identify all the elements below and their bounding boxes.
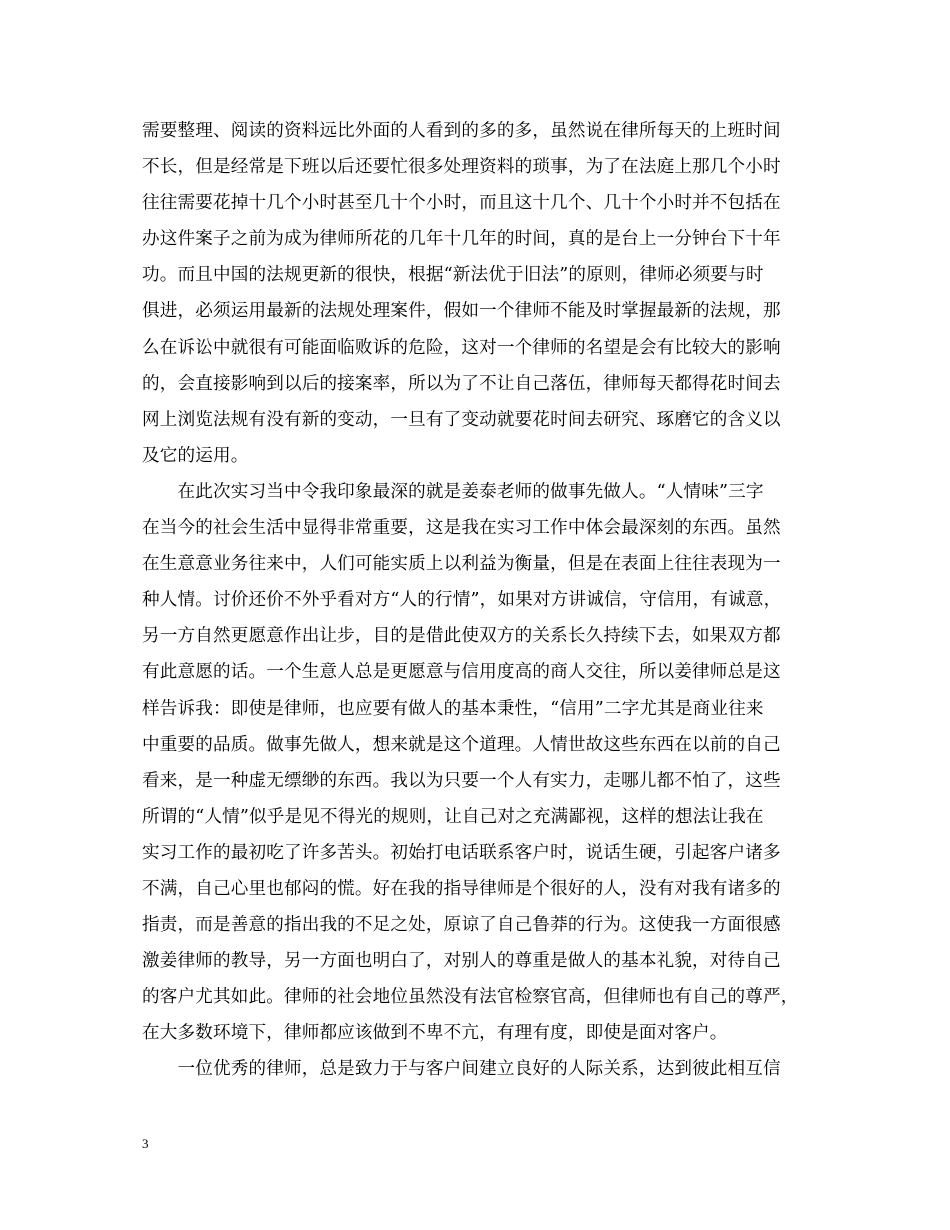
text-line: 实习工作的最初吃了许多苦头。初始打电话联系客户时，说话生硬，引起客户诸多: [142, 842, 781, 863]
text-line: 么在诉讼中就很有可能面临败诉的危险，这对一个律师的名望是会有比较大的影响: [142, 337, 781, 358]
text-line: 所谓的“人情”似乎是见不得光的规则，让自己对之充满鄙视，这样的想法让我在: [142, 806, 764, 827]
text-line: 及它的运用。: [142, 445, 249, 466]
text-line: 中重要的品质。做事先做人，想来就是这个道理。人情世故这些东西在以前的自己: [142, 734, 781, 755]
text-line: 在大多数环境下，律师都应该做到不卑不亢，有理有度，即使是面对客户。: [142, 1023, 728, 1044]
page-number: 3: [142, 1136, 149, 1151]
text-line: 样告诉我：即使是律师，也应要有做人的基本秉性，“信用”二字尤其是商业往来: [142, 698, 764, 719]
body-text: [142, 113, 832, 1088]
text-line: 的，会直接影响到以后的接案率，所以为了不让自己落伍，律师每天都得花时间去: [142, 373, 781, 394]
text-line: 需要整理、阅读的资料远比外面的人看到的多的多，虽然说在律所每天的上班时间: [142, 121, 781, 141]
text-line: 不长，但是经常是下班以后还要忙很多处理资料的琐事，为了在法庭上那几个小时: [142, 157, 781, 178]
text-line: 网上浏览法规有没有新的变动，一旦有了变动就要花时间去研究、琢磨它的含义以: [142, 409, 781, 430]
text-line: 一位优秀的律师，总是致力于与客户间建立良好的人际关系，达到彼此相互信: [142, 1059, 781, 1080]
text-line: 另一方自然更愿意作出让步，目的是借此使双方的关系长久持续下去，如果双方都: [142, 626, 781, 647]
text-line: 看来，是一种虚无缥缈的东西。我以为只要一个人有实力，走哪儿都不怕了，这些: [142, 770, 781, 791]
text-line: 功。而且中国的法规更新的很快，根据“新法优于旧法”的原则，律师必须要与时: [142, 265, 764, 286]
text-line: 在当今的社会生活中显得非常重要，这是我在实习工作中体会最深刻的东西。虽然: [142, 518, 781, 539]
text-line: 往往需要花掉十几个小时甚至几十个小时，而且这十几个、几十个小时并不包括在: [142, 193, 781, 214]
text-line: 在此次实习当中令我印象最深的就是姜泰老师的做事先做人。“人情味”三字: [142, 481, 764, 502]
text-line: 指责，而是善意的指出我的不足之处，原谅了自己鲁莽的行为。这使我一方面很感: [142, 915, 781, 936]
text-line: 的客户尤其如此。律师的社会地位虽然没有法官检察官高，但律师也有自己的尊严，: [142, 987, 799, 1008]
text-line: 激姜律师的教导，另一方面也明白了，对别人的尊重是做人的基本礼貌，对待自己: [142, 951, 781, 972]
text-line: 在生意意业务往来中，人们可能实质上以利益为衡量，但是在表面上往往表现为一: [142, 554, 781, 575]
text-line: 俱进，必须运用最新的法规处理案件，假如一个律师不能及时掌握最新的法规，那: [142, 301, 781, 322]
text-line: 办这件案子之前为成为律师所花的几年十几年的时间，真的是台上一分钟台下十年: [142, 229, 781, 250]
text-line: 种人情。讨价还价不外乎看对方“人的行情”，如果对方讲诚信，守信用，有诚意，: [142, 590, 782, 611]
text-line: 有此意愿的话。一个生意人总是更愿意与信用度高的商人交往，所以姜律师总是这: [142, 662, 781, 683]
text-line: 不满，自己心里也郁闷的慌。好在我的指导律师是个很好的人，没有对我有诸多的: [142, 878, 781, 899]
